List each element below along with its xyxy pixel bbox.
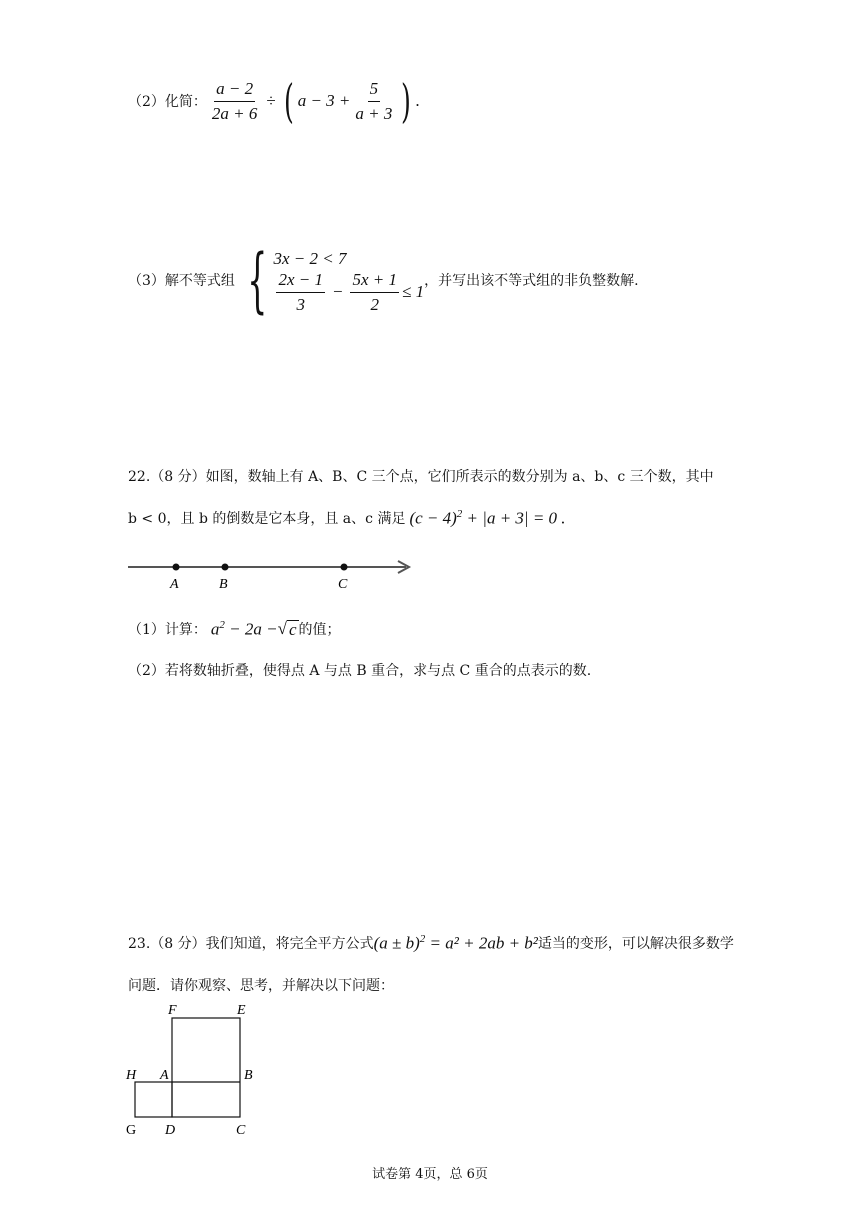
divide-sign: ÷: [266, 91, 276, 110]
q21-part3-prefix: （3）解不等式组: [128, 273, 235, 289]
inequality-2: $\frac{2x - 1}{3}$ − $\frac{5x + 1}{2}$ ≤ 1: [278, 269, 425, 314]
figure-label-b: B: [244, 1068, 253, 1083]
q21-part2-end: .: [415, 91, 420, 110]
q21-part2: （2）化简： $\frac{a - 2}{2a + 6}$ ÷ ( a − 3 + $\frac{5}{a + 3}$ ) .: [128, 74, 420, 128]
figure-label-e: E: [237, 1003, 246, 1018]
q23-line1: 23.（8 分）我们知道，将完全平方公式 $(a \pm b)^2 = a^2 + 2ab + b^2$ 适当的变形，可以解决很多数学: [128, 932, 734, 953]
inequality-system: [273, 247, 424, 314]
square-figure: [124, 1000, 264, 1140]
q22-equation: $(c - 4)^2 + |a + 3| = 0$ .: [409, 507, 566, 528]
square-root: √ c: [277, 619, 297, 639]
rectangle-fdce: [172, 1018, 240, 1117]
rectangle-hadg: [135, 1082, 172, 1117]
number-line-figure: [126, 556, 416, 592]
q22-sub2: （2）若将数轴折叠，使得点 A 与点 B 重合，求与点 C 重合的点表示的数.: [128, 663, 592, 679]
q21-part2-prefix: （2）化简：: [128, 94, 207, 110]
q22-sub1: （1）计算： $a^2 - 2a$ − √ c 的值；: [128, 618, 341, 639]
q21-part2-fraction-1: $\frac{a - 2}{2a + 6}$: [211, 78, 258, 123]
point-c: [341, 564, 348, 571]
brace-icon: {: [247, 239, 268, 321]
figure-label-c: C: [236, 1123, 246, 1138]
point-b: [222, 564, 229, 571]
q21-part2-fraction-2: $\frac{5}{a + 3}$: [355, 78, 393, 123]
point-b-label: B: [219, 577, 228, 592]
figure-label-d: D: [165, 1123, 176, 1138]
figure-label-g: G: [126, 1123, 137, 1138]
point-a: [173, 564, 180, 571]
q23-formula: $(a \pm b)^2 = a^2 + 2ab + b^2$: [373, 932, 538, 953]
point-c-label: C: [338, 577, 348, 592]
inequality-1: 3x − 2 < 7: [273, 248, 347, 268]
figure-label-h: H: [126, 1068, 137, 1083]
q21-part3: [128, 239, 639, 321]
q21-part3-suffix: ，并写出该不等式组的非负整数解.: [424, 273, 639, 289]
radical-sign-icon: √: [277, 619, 287, 638]
q21-part2-inner-lead: a − 3 +: [297, 91, 351, 110]
figure-label-f: F: [168, 1003, 177, 1018]
q22-line1: 22.（8 分）如图，数轴上有 A、B、C 三个点，它们所表示的数分别为 a、b、c 三个数，其中: [128, 469, 714, 485]
figure-label-a: A: [160, 1068, 169, 1083]
q23-line2: 问题．请你观察、思考，并解决以下问题：: [128, 978, 394, 994]
q22-line2: b < 0，且 b 的倒数是它本身，且 a、c 满足 $(c - 4)^2 + |a + 3| = 0$ .: [128, 507, 566, 528]
point-a-label: A: [170, 577, 179, 592]
page-footer: 试卷第 4页，总 6页: [372, 1167, 488, 1182]
